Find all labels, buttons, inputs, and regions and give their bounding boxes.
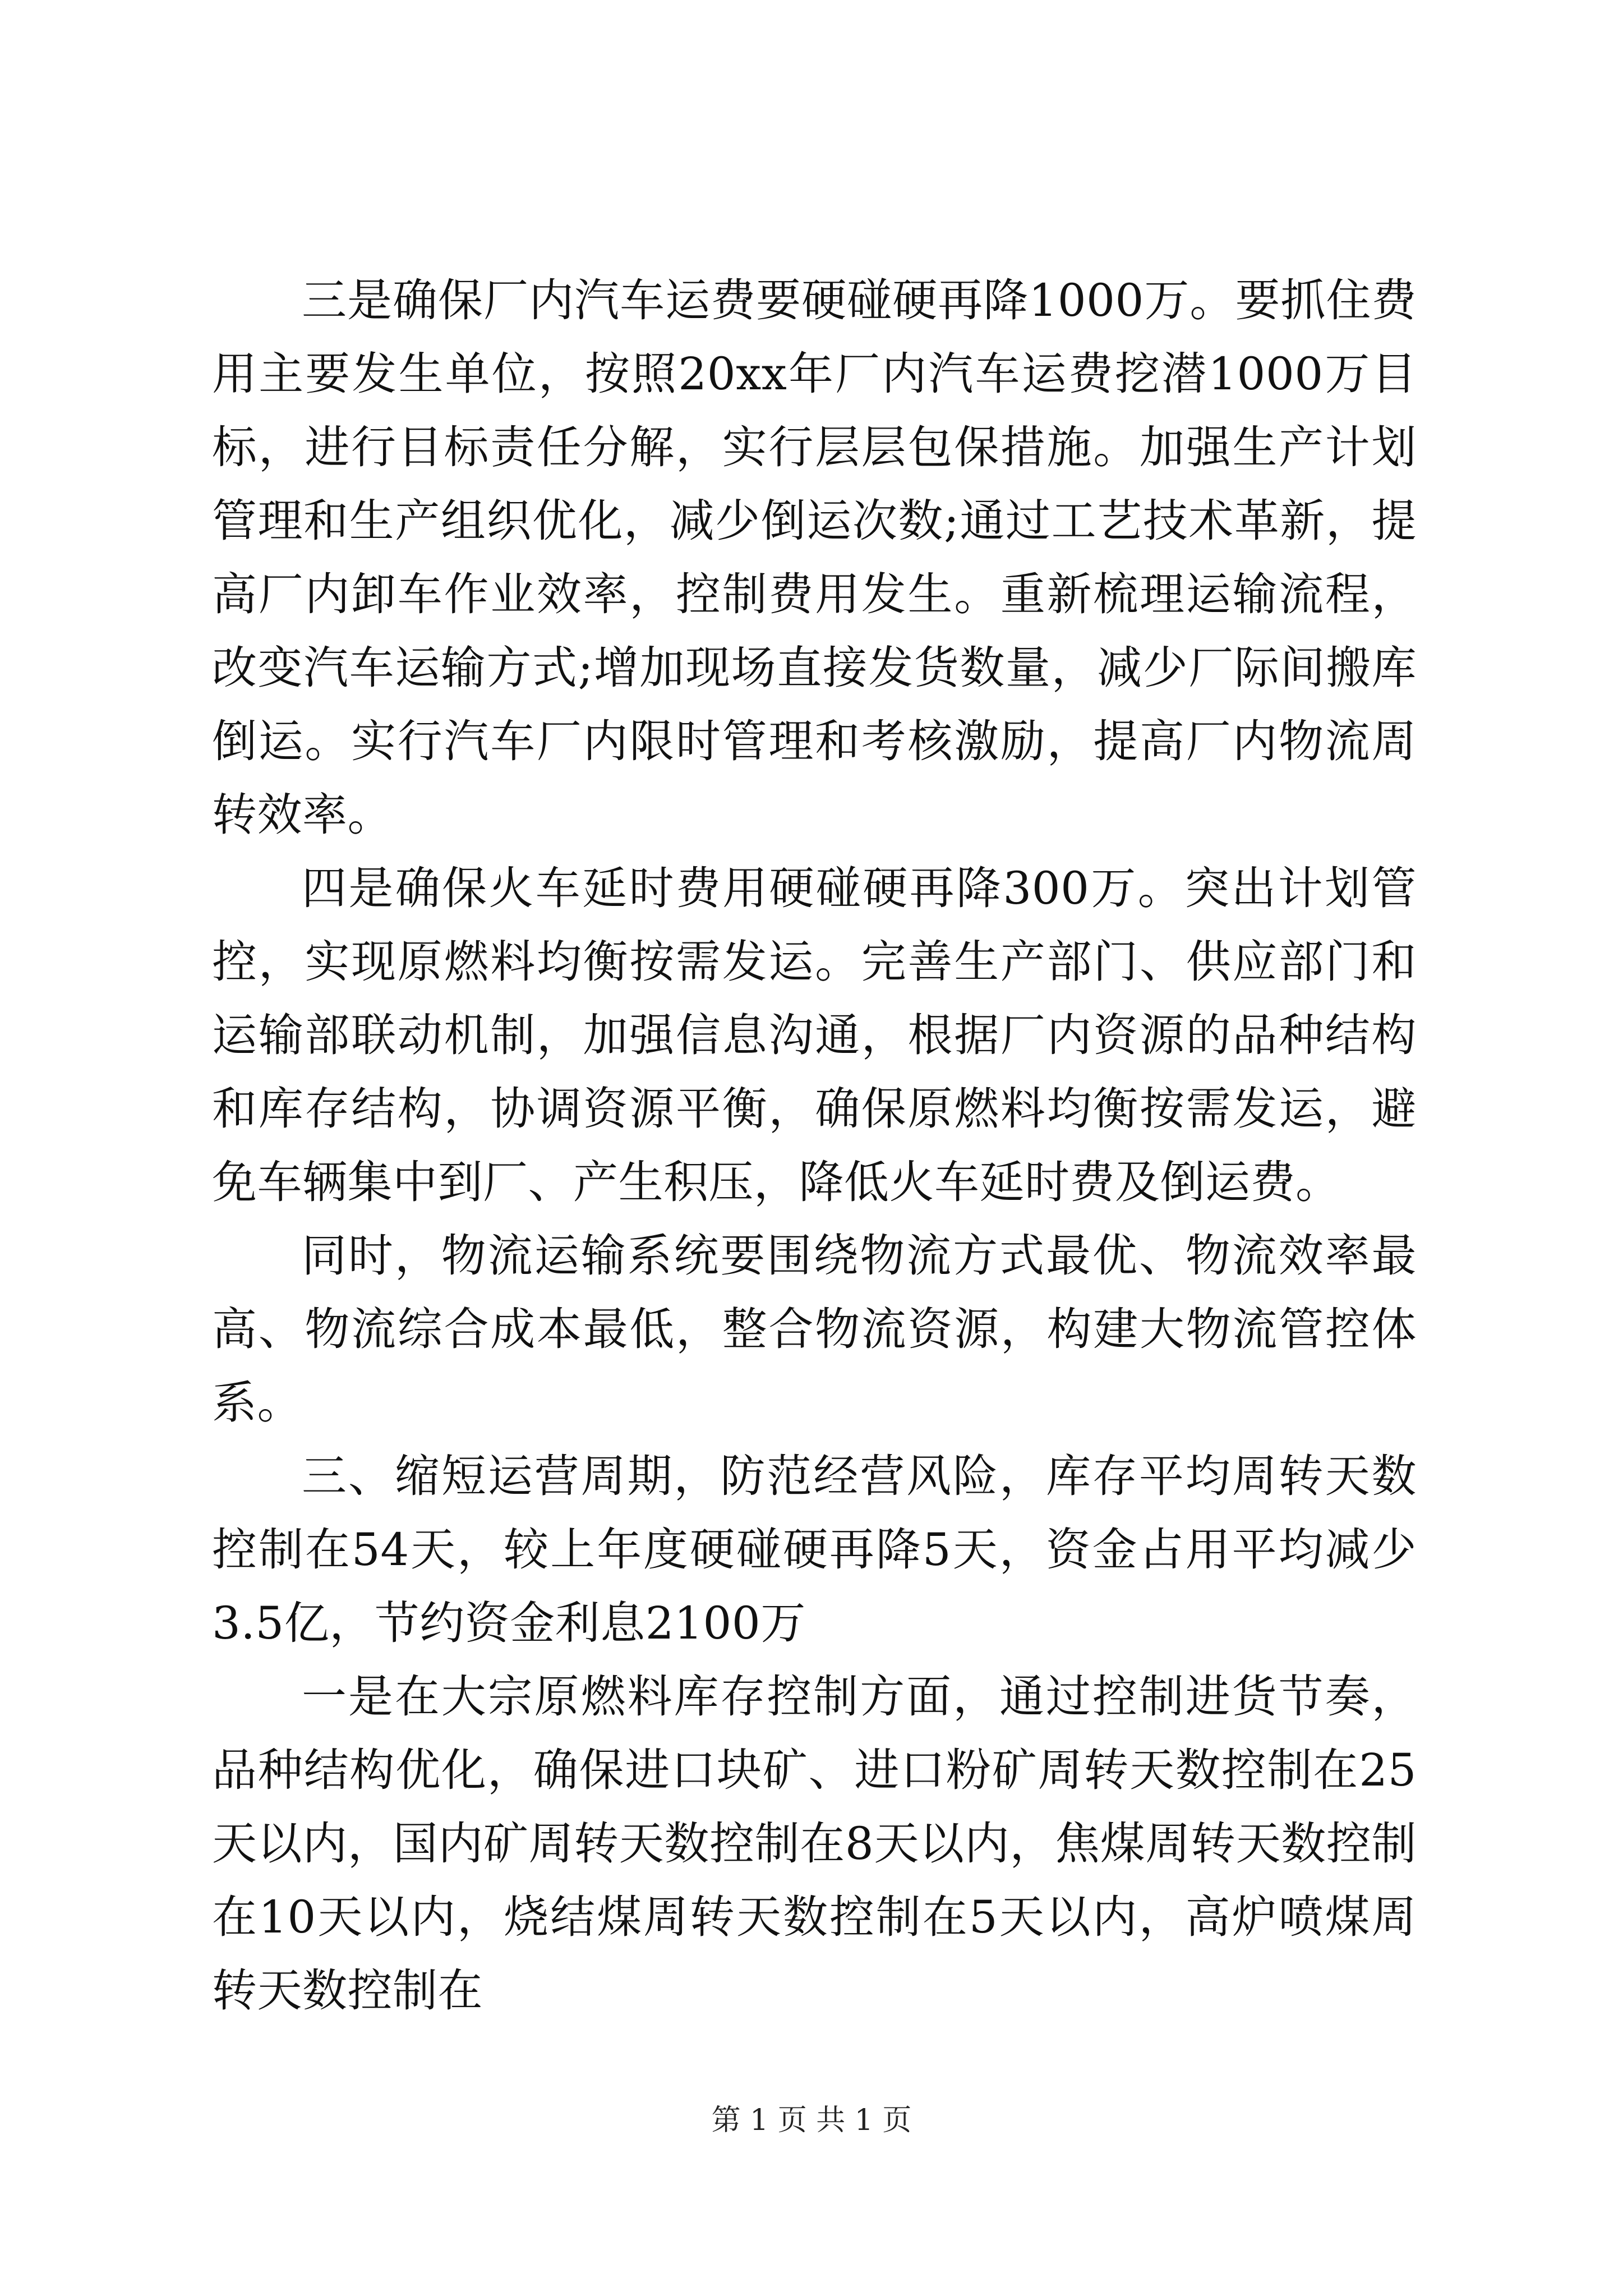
page-number: 第 1 页 共 1 页 (711, 2104, 912, 2137)
paragraph-5: 一是在大宗原燃料库存控制方面，通过控制进货节奏，品种结构优化，确保进口块矿、进口粉矿周转天数控制在25天以内，国内矿周转天数控制在8天以内，焦煤周转天数控制在10天以内，烧结煤周转天数控制在5天以内，高炉喷煤周转天数控制在 (212, 1671, 1417, 2017)
paragraph-3: 同时，物流运输系统要围绕物流方式最优、物流效率最高、物流综合成本最低，整合物流资源，构建大物流管控体系。 (212, 1230, 1417, 1429)
page-footer (0, 2101, 1623, 2140)
paragraph-1: 三是确保厂内汽车运费要硬碰硬再降1000万。要抓住费用主要发生单位，按照20xx年厂内汽车运费挖潜1000万目标，进行目标责任分解，实行层层包保措施。加强生产计划管理和生产组织优化，减少倒运次数;通过工艺技术革新，提高厂内卸车作业效率，控制费用发生。重新梳理运输流程，改变汽车运输方式;增加现场直接发货数量，减少厂际间搬库倒运。实行汽车厂内限时管理和考核激励，提高厂内物流周转效率。 (212, 274, 1417, 841)
paragraph-2: 四是确保火车延时费用硬碰硬再降300万。突出计划管控，实现原燃料均衡按需发运。完善生产部门、供应部门和运输部联动机制，加强信息沟通，根据厂内资源的品种结构和库存结构，协调资源平衡，确保原燃料均衡按需发运，避免车辆集中到厂、产生积压，降低火车延时费及倒运费。 (212, 862, 1417, 1208)
paragraph-4: 三、缩短运营周期，防范经营风险，库存平均周转天数控制在54天，较上年度硬碰硬再降5天，资金占用平均减少3.5亿，节约资金利息2100万 (212, 1450, 1417, 1649)
document-body (212, 264, 1417, 2027)
